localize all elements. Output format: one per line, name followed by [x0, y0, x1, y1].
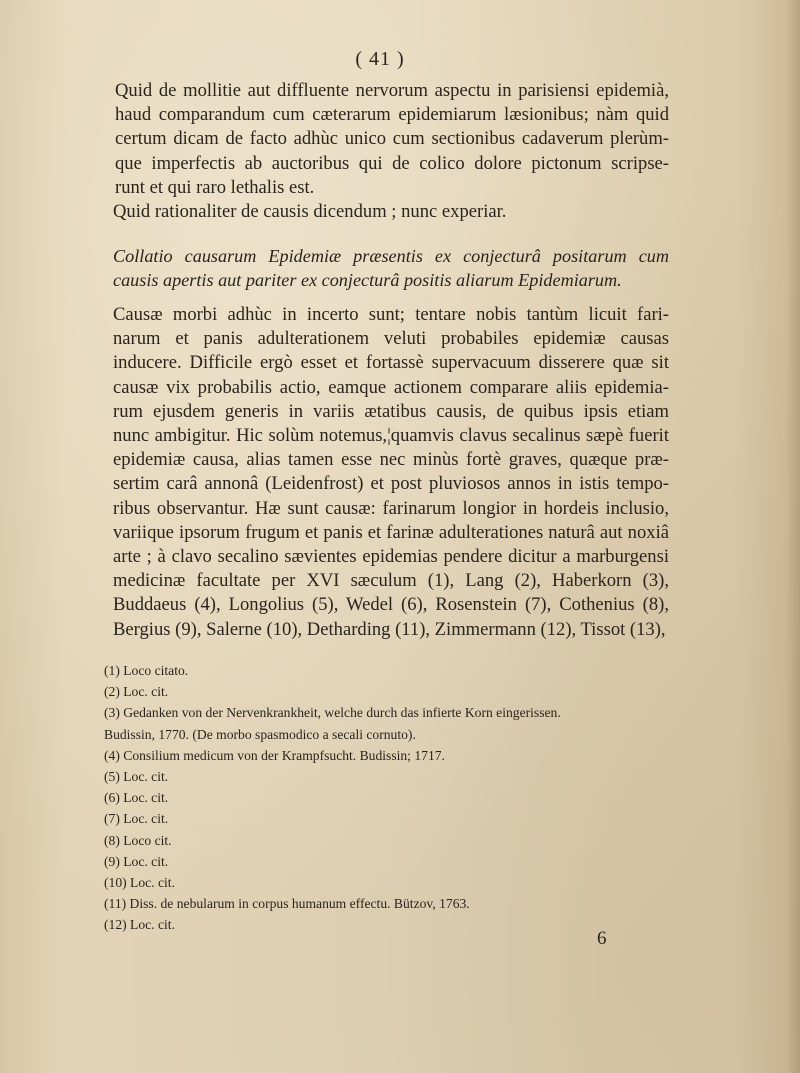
paragraph-3-line: epidemiæ causa, alias tamen esse nec minùs fortè graves, quæque præ-: [113, 449, 669, 471]
footnote: (11) Diss. de nebularum in corpus humanum effectu. Bützov, 1763.: [104, 896, 470, 912]
paragraph-3-line: Buddaeus (4), Longolius (5), Wedel (6), Rosenstein (7), Cothenius (8),: [113, 594, 669, 616]
paragraph-3-line: inducere. Difficile ergò esset et fortassè supervacuum disserere quæ sit: [113, 352, 669, 374]
heading-line: causis apertis aut pariter ex conjecturâ positis aliarum Epidemiarum.: [113, 270, 622, 290]
section-heading: [113, 244, 669, 292]
footnote: (12) Loc. cit.: [104, 917, 175, 933]
footnote: (8) Loco cit.: [104, 832, 172, 848]
paragraph-3-line: Bergius (9), Salerne (10), Detharding (11), Zimmermann (12), Tissot (13),: [113, 618, 666, 640]
footnote: (7) Loc. cit.: [104, 811, 169, 827]
footnote: (2) Loc. cit.: [104, 684, 169, 700]
paragraph-1: [113, 79, 669, 200]
footnote: (5) Loc. cit.: [104, 769, 169, 785]
heading-line: Collatio causarum Epidemiæ præsentis ex conjecturâ positarum cum: [113, 246, 669, 266]
paragraph-3-line: arte ; à clavo secalino sævientes epidemias pendere dicitur a marburgensi: [113, 546, 669, 568]
paragraph-3-line: ribus observantur. Hæ sunt causæ: farinarum longior in hordeis inclusio,: [113, 497, 669, 519]
paragraph-3: [113, 303, 669, 642]
paragraph-3-line: nunc ambigitur. Hic solùm notemus,¦quamvis clavus secalinus sæpè fuerit: [113, 425, 669, 447]
page-edge-shadow: [786, 0, 800, 1073]
footnote: (3) Gedanken von der Nervenkrankheit, welche durch das infierte Korn eingerissen.: [104, 705, 561, 721]
footnote: (4) Consilium medicum von der Krampfsucht. Budissin; 1717.: [104, 747, 445, 763]
footnote: Budissin, 1770. (De morbo spasmodico a secali cornuto).: [104, 726, 416, 742]
footnote: (10) Loc. cit.: [104, 875, 175, 891]
paragraph-1-line: runt et qui raro lethalis est.: [115, 176, 315, 198]
paragraph-3-line: sertim carâ annonâ (Leidenfrost) et post pluviosos annos in istis tempo-: [113, 473, 669, 495]
footnote: (6) Loc. cit.: [104, 790, 169, 806]
paragraph-3-line: causæ vix probabilis actio, eamque actionem comparare aliis epidemia-: [113, 376, 669, 398]
paragraph-1-line: Quid de mollitie aut diffluente nervorum aspectu in parisiensi epidemià,: [115, 80, 669, 101]
paragraph-1-line: que imperfectis ab auctoribus qui de colico dolore pictonum scripse-: [115, 152, 669, 174]
paragraph-3-line: variique ipsorum frugum et panis et farinæ adulterationes naturâ aut noxiâ: [113, 521, 669, 543]
paragraph-1-line: certum dicam de facto adhùc unico cum sectionibus cadaverum plerùm-: [115, 128, 669, 150]
footnote: (9) Loc. cit.: [104, 853, 169, 869]
paragraph-1-line: haud comparandum cum cæterarum epidemiarum læsionibus; nàm quid: [115, 104, 669, 126]
paragraph-3-line: Causæ morbi adhùc in incerto sunt; tentare nobis tantùm licuit fari-: [113, 304, 669, 325]
page-number: ( 41 ): [355, 48, 405, 70]
paragraph-3-line: medicinæ facultate per XVI sæculum (1), Lang (2), Haberkorn (3),: [113, 570, 669, 592]
paragraph-2-line: Quid rationaliter de causis dicendum ; nunc experiar.: [113, 201, 507, 222]
signature-mark: 6: [597, 928, 607, 949]
footnotes: [104, 660, 674, 936]
paragraph-3-line: rum ejusdem generis in variis ætatibus causis, de quibus ipsis etiam: [113, 400, 669, 422]
paragraph-3-line: narum et panis adulterationem veluti probabiles epidemiæ causas: [113, 328, 669, 350]
footnote: (1) Loco citato.: [104, 663, 189, 678]
paragraph-2: [113, 200, 669, 224]
